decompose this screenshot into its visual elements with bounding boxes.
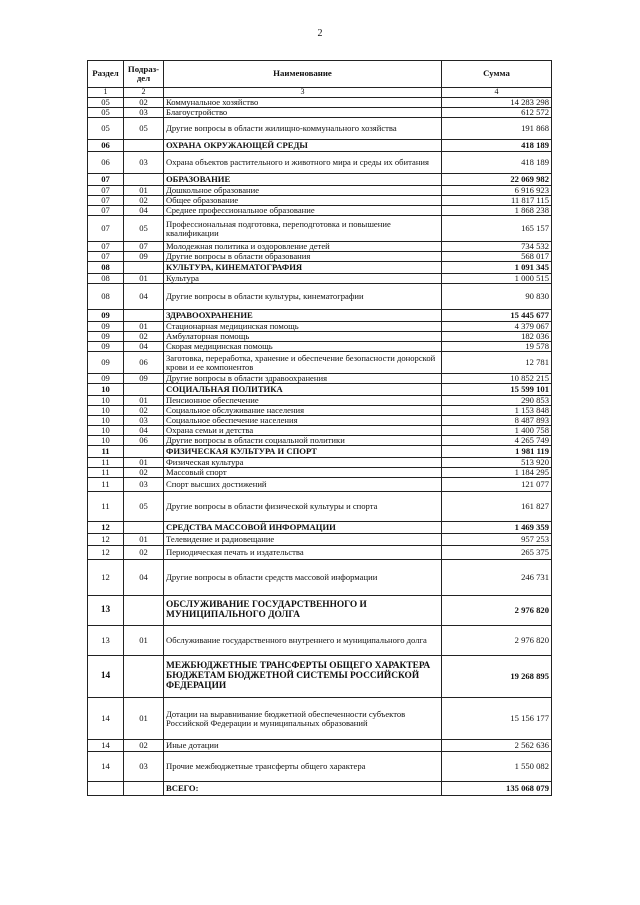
section-code: 10 [88,426,124,436]
section-code: 12 [88,560,124,596]
item-sum: 11 817 115 [442,196,552,206]
section-code: 14 [88,656,124,698]
subsection-code [124,310,164,322]
section-code: 06 [88,152,124,174]
section-code: 08 [88,262,124,274]
table-row [88,152,552,174]
table-row [88,216,552,242]
subsection-code [124,446,164,458]
item-sum: 191 868 [442,118,552,140]
section-code: 11 [88,478,124,492]
section-code: 14 [88,740,124,752]
item-name: Иные дотации [164,740,442,752]
subsection-code: 04 [124,426,164,436]
item-name: Другие вопросы в области физической культуры и спорта [164,492,442,522]
item-sum: 1 184 295 [442,468,552,478]
item-name: Другие вопросы в области здравоохранения [164,374,442,384]
table-row [88,478,552,492]
section-name: ОБСЛУЖИВАНИЕ ГОСУДАРСТВЕННОГО И МУНИЦИПАЛЬНОГО ДОЛГА [164,596,442,626]
header-num-1: 1 [88,88,124,98]
section-code: 10 [88,384,124,396]
item-name: Периодическая печать и издательства [164,546,442,560]
table-row [88,416,552,426]
section-code: 09 [88,374,124,384]
table-row [88,252,552,262]
subsection-code: 05 [124,492,164,522]
table-row [88,118,552,140]
table-row [88,752,552,782]
section-sum: 1 981 119 [442,446,552,458]
item-sum: 265 375 [442,546,552,560]
subsection-code: 02 [124,740,164,752]
item-sum: 568 017 [442,252,552,262]
section-code: 06 [88,140,124,152]
subsection-code: 01 [124,322,164,332]
item-name: Социальное обеспечение населения [164,416,442,426]
section-code: 12 [88,546,124,560]
section-name: КУЛЬТУРА, КИНЕМАТОГРАФИЯ [164,262,442,274]
section-name: ФИЗИЧЕСКАЯ КУЛЬТУРА И СПОРТ [164,446,442,458]
item-name: Профессиональная подготовка, переподготовка и повышение квалификации [164,216,442,242]
item-name: Охрана семьи и детства [164,426,442,436]
subsection-code [124,384,164,396]
subsection-code: 01 [124,458,164,468]
subsection-code [124,174,164,186]
subsection-code: 04 [124,560,164,596]
section-code: 14 [88,752,124,782]
subsection-code: 03 [124,416,164,426]
section-sum: 22 069 982 [442,174,552,186]
header-num-3: 3 [164,88,442,98]
item-name: Благоустройство [164,108,442,118]
item-sum: 246 731 [442,560,552,596]
section-code: 09 [88,322,124,332]
table-row [88,468,552,478]
item-name: Прочие межбюджетные трансферты общего характера [164,752,442,782]
section-code: 09 [88,352,124,374]
item-sum: 182 036 [442,332,552,342]
subsection-code: 02 [124,196,164,206]
section-name: СРЕДСТВА МАССОВОЙ ИНФОРМАЦИИ [164,522,442,534]
subsection-code: 02 [124,98,164,108]
section-code: 07 [88,252,124,262]
subsection-code: 04 [124,206,164,216]
item-sum: 12 781 [442,352,552,374]
item-name: Культура [164,274,442,284]
section-row [88,384,552,396]
section-name: ОХРАНА ОКРУЖАЮЩЕЙ СРЕДЫ [164,140,442,152]
table-header [88,61,552,98]
section-code: 07 [88,216,124,242]
item-name: Амбулаторная помощь [164,332,442,342]
item-sum: 165 157 [442,216,552,242]
subsection-code: 01 [124,534,164,546]
table-row [88,492,552,522]
item-name: Другие вопросы в области средств массовой информации [164,560,442,596]
subsection-code [124,596,164,626]
item-name: Дотации на выравнивание бюджетной обеспеченности субъектов Российской Федерации и муниципальных образований [164,698,442,740]
section-code: 07 [88,242,124,252]
subsection-code: 04 [124,284,164,310]
section-code: 07 [88,186,124,196]
subsection-code: 05 [124,216,164,242]
item-name: Дошкольное образование [164,186,442,196]
section-code: 10 [88,436,124,446]
item-sum: 1 400 758 [442,426,552,436]
section-code: 10 [88,396,124,406]
header-name: Наименование [164,61,442,88]
item-name: Массовый спорт [164,468,442,478]
item-sum: 15 156 177 [442,698,552,740]
section-sum: 2 976 820 [442,596,552,626]
section-row [88,596,552,626]
subsection-code: 02 [124,332,164,342]
item-sum: 1 000 515 [442,274,552,284]
subsection-code: 02 [124,468,164,478]
section-code: 12 [88,534,124,546]
subsection-code: 03 [124,152,164,174]
section-name: ОБРАЗОВАНИЕ [164,174,442,186]
subsection-code: 04 [124,342,164,352]
section-code: 14 [88,698,124,740]
table-row [88,560,552,596]
table-row [88,458,552,468]
header-num-4: 4 [442,88,552,98]
table-row [88,98,552,108]
item-name: Спорт высших достижений [164,478,442,492]
section-code: 11 [88,458,124,468]
section-sum: 418 189 [442,140,552,152]
subsection-code: 09 [124,252,164,262]
subsection-code: 01 [124,626,164,656]
section-row [88,310,552,322]
item-sum: 1 153 848 [442,406,552,416]
section-code: 11 [88,446,124,458]
item-sum: 513 920 [442,458,552,468]
item-sum: 957 253 [442,534,552,546]
header-section: Раздел [88,61,124,88]
item-name: Охрана объектов растительного и животного мира и среды их обитания [164,152,442,174]
section-name: СОЦИАЛЬНАЯ ПОЛИТИКА [164,384,442,396]
section-row [88,656,552,698]
subsection-code: 01 [124,274,164,284]
item-sum: 6 916 923 [442,186,552,196]
subsection-code [124,262,164,274]
total-sum: 135 068 079 [442,782,552,796]
item-sum: 418 189 [442,152,552,174]
item-name: Физическая культура [164,458,442,468]
total-label: ВСЕГО: [164,782,442,796]
subsection-code: 01 [124,186,164,196]
page-number: 2 [317,28,323,39]
subsection-code: 02 [124,406,164,416]
section-row [88,174,552,186]
section-code: 05 [88,108,124,118]
header-sum: Сумма [442,61,552,88]
section-sum: 19 268 895 [442,656,552,698]
subsection-code: 02 [124,546,164,560]
table-row [88,534,552,546]
section-code: 05 [88,118,124,140]
table-row [88,374,552,384]
item-sum: 1 550 082 [442,752,552,782]
table-row [88,342,552,352]
subsection-code: 06 [124,352,164,374]
table-row [88,698,552,740]
item-name: Телевидение и радиовещание [164,534,442,546]
table-row [88,626,552,656]
subsection-code: 07 [124,242,164,252]
section-code: 11 [88,468,124,478]
item-name: Другие вопросы в области образования [164,252,442,262]
item-name: Скорая медицинская помощь [164,342,442,352]
item-sum: 90 830 [442,284,552,310]
item-name: Другие вопросы в области жилищно-коммунального хозяйства [164,118,442,140]
item-name: Обслуживание государственного внутреннего и муниципального долга [164,626,442,656]
item-sum: 290 853 [442,396,552,406]
section-code: 10 [88,406,124,416]
item-sum: 121 077 [442,478,552,492]
table-row [88,352,552,374]
item-sum: 19 578 [442,342,552,352]
section-code: 13 [88,596,124,626]
table-row [88,406,552,416]
subsection-code [124,656,164,698]
item-name: Стационарная медицинская помощь [164,322,442,332]
section-code: 12 [88,522,124,534]
item-name: Общее образование [164,196,442,206]
section-row [88,140,552,152]
table-row [88,436,552,446]
subsection-code: 09 [124,374,164,384]
budget-table [87,60,552,796]
subsection-code: 05 [124,118,164,140]
section-name: МЕЖБЮДЖЕТНЫЕ ТРАНСФЕРТЫ ОБЩЕГО ХАРАКТЕРА БЮДЖЕТАМ БЮДЖЕТНОЙ СИСТЕМЫ РОССИЙСКОЙ ФЕДЕРАЦИИ [164,656,442,698]
table-row [88,186,552,196]
table-row [88,332,552,342]
table-row [88,206,552,216]
subsection-code: 06 [124,436,164,446]
table-row [88,322,552,332]
total-spacer [88,782,124,796]
section-code: 09 [88,332,124,342]
table-row [88,274,552,284]
item-name: Заготовка, переработка, хранение и обеспечение безопасности донорской крови и ее компонентов [164,352,442,374]
section-code: 07 [88,174,124,186]
item-sum: 4 379 067 [442,322,552,332]
item-sum: 4 265 749 [442,436,552,446]
header-subsection: Подраз-дел [124,61,164,88]
header-num-2: 2 [124,88,164,98]
section-code: 07 [88,206,124,216]
table-row [88,546,552,560]
section-code: 05 [88,98,124,108]
subsection-code [124,522,164,534]
item-sum: 161 827 [442,492,552,522]
subsection-code: 03 [124,752,164,782]
section-code: 08 [88,274,124,284]
item-sum: 2 976 820 [442,626,552,656]
subsection-code: 01 [124,698,164,740]
subsection-code: 03 [124,108,164,118]
item-name: Молодежная политика и оздоровление детей [164,242,442,252]
section-row [88,262,552,274]
section-sum: 15 445 677 [442,310,552,322]
table-row [88,196,552,206]
item-name: Другие вопросы в области культуры, кинематографии [164,284,442,310]
section-sum: 15 599 101 [442,384,552,396]
table-row [88,396,552,406]
item-name: Среднее профессиональное образование [164,206,442,216]
section-row [88,522,552,534]
table-row [88,242,552,252]
section-code: 13 [88,626,124,656]
item-sum: 1 868 238 [442,206,552,216]
table-row [88,108,552,118]
section-code: 09 [88,310,124,322]
item-name: Социальное обслуживание населения [164,406,442,416]
table-row [88,284,552,310]
item-sum: 2 562 636 [442,740,552,752]
item-name: Другие вопросы в области социальной политики [164,436,442,446]
section-sum: 1 091 345 [442,262,552,274]
section-row [88,446,552,458]
section-code: 10 [88,416,124,426]
total-spacer [124,782,164,796]
total-row [88,782,552,796]
item-sum: 734 532 [442,242,552,252]
section-code: 11 [88,492,124,522]
item-sum: 14 283 298 [442,98,552,108]
item-sum: 8 487 893 [442,416,552,426]
table-row [88,740,552,752]
table-row [88,426,552,436]
item-name: Пенсионное обеспечение [164,396,442,406]
item-name: Коммунальное хозяйство [164,98,442,108]
section-code: 09 [88,342,124,352]
subsection-code: 01 [124,396,164,406]
section-sum: 1 469 359 [442,522,552,534]
section-code: 07 [88,196,124,206]
subsection-code [124,140,164,152]
item-sum: 612 572 [442,108,552,118]
section-code: 08 [88,284,124,310]
item-sum: 10 852 215 [442,374,552,384]
subsection-code: 03 [124,478,164,492]
section-name: ЗДРАВООХРАНЕНИЕ [164,310,442,322]
